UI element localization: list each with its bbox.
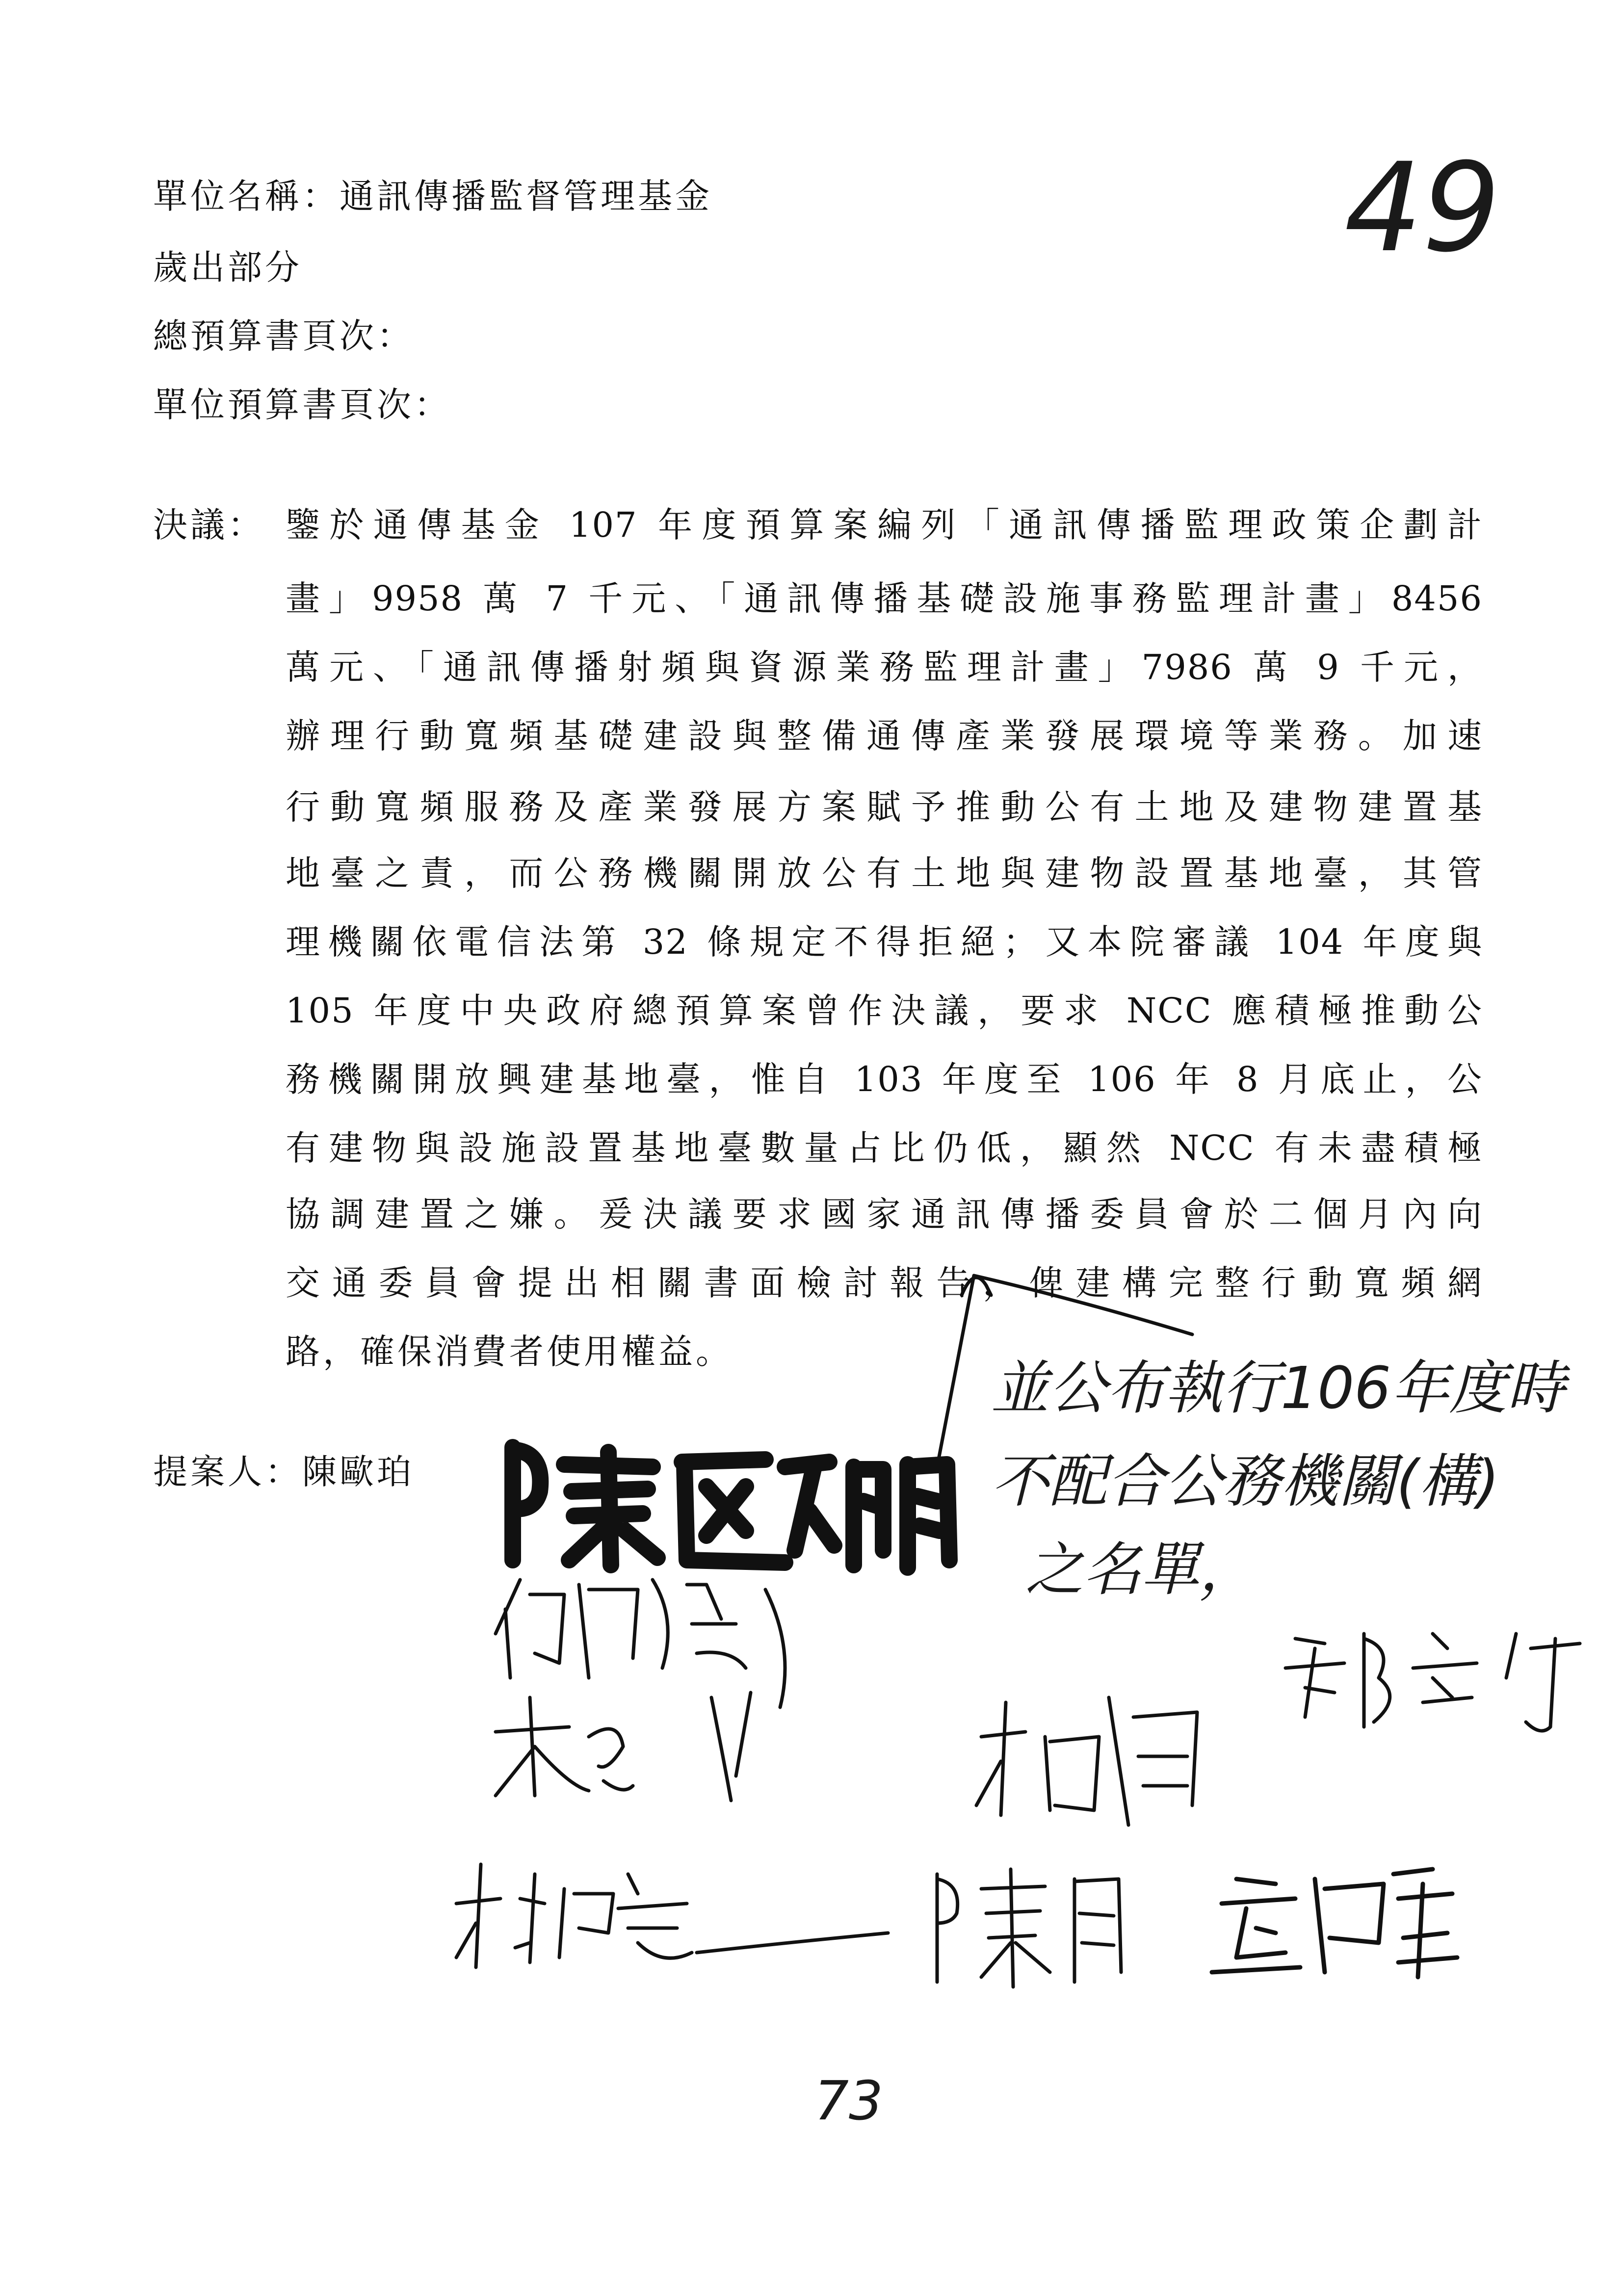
signature-4 xyxy=(976,1697,1197,1825)
handwritten-insertion-line: 並公布執行106年度時 xyxy=(991,1354,1565,1422)
signature-7 xyxy=(937,1869,1121,1987)
signature-5 xyxy=(1285,1634,1580,1731)
section-line: 歲出部分 xyxy=(153,247,302,287)
handwritten-insertion-line: 不配合公務機關(構) xyxy=(991,1447,1500,1515)
resolution-label: 決議： xyxy=(153,505,265,545)
resolution-line: 協調建置之嫌。爰決議要求國家通訊傳播委員會於二個月內向 xyxy=(286,1194,1483,1234)
handwritten-page-number: 49 xyxy=(1344,136,1501,279)
unit-budget-page-line: 單位預算書頁次： xyxy=(153,385,451,425)
total-budget-page-line: 總預算書頁次： xyxy=(153,316,414,356)
resolution-line: 交通委員會提出相關書面檢討報告，俾建構完整行動寬頻網 xyxy=(286,1263,1483,1303)
signature-2 xyxy=(496,1580,785,1707)
resolution-line: 辦理行動寬頻基礎建設與整備通傳產業發展環境等業務。加速 xyxy=(286,716,1483,756)
handwritten-bottom-page-number: 73 xyxy=(814,2069,883,2132)
resolution-line: 畫」9958 萬 7 千元、「通訊傳播基礎設施事務監理計畫」8456 xyxy=(286,578,1483,619)
handwritten-insertion-line: 之名單， xyxy=(1025,1536,1257,1603)
resolution-line: 105 年度中央政府總預算案曾作決議，要求 NCC 應積極推動公 xyxy=(286,991,1483,1031)
signature-3 xyxy=(496,1693,751,1800)
resolution-line: 路，確保消費者使用權益。 xyxy=(286,1331,733,1372)
resolution-line: 行動寬頻服務及產業發展方案賦予推動公有土地及建物建置基 xyxy=(286,787,1483,827)
resolution-line: 理機關依電信法第 32 條規定不得拒絕；又本院審議 104 年度與 xyxy=(286,922,1483,962)
signature-proposer xyxy=(513,1447,949,1567)
unit-name-line: 單位名稱：通訊傳播監督管理基金 xyxy=(153,176,712,216)
proposer-label: 提案人：陳歐珀 xyxy=(153,1452,414,1492)
resolution-line: 務機關開放興建基地臺，惟自 103 年度至 106 年 8 月底止，公 xyxy=(286,1059,1483,1099)
resolution-line: 地臺之責，而公務機關開放公有土地與建物設置基地臺，其管 xyxy=(286,853,1483,893)
signature-6 xyxy=(456,1864,888,1967)
resolution-line: 萬元、「通訊傳播射頻與資源業務監理計畫」7986 萬 9 千元， xyxy=(286,647,1483,687)
resolution-line: 有建物與設施設置基地臺數量占比仍低，顯然 NCC 有未盡積極 xyxy=(286,1128,1483,1168)
resolution-line: 鑒於通傳基金 107 年度預算案編列「通訊傳播監理政策企劃計 xyxy=(286,505,1483,545)
signature-8 xyxy=(1212,1869,1457,1977)
